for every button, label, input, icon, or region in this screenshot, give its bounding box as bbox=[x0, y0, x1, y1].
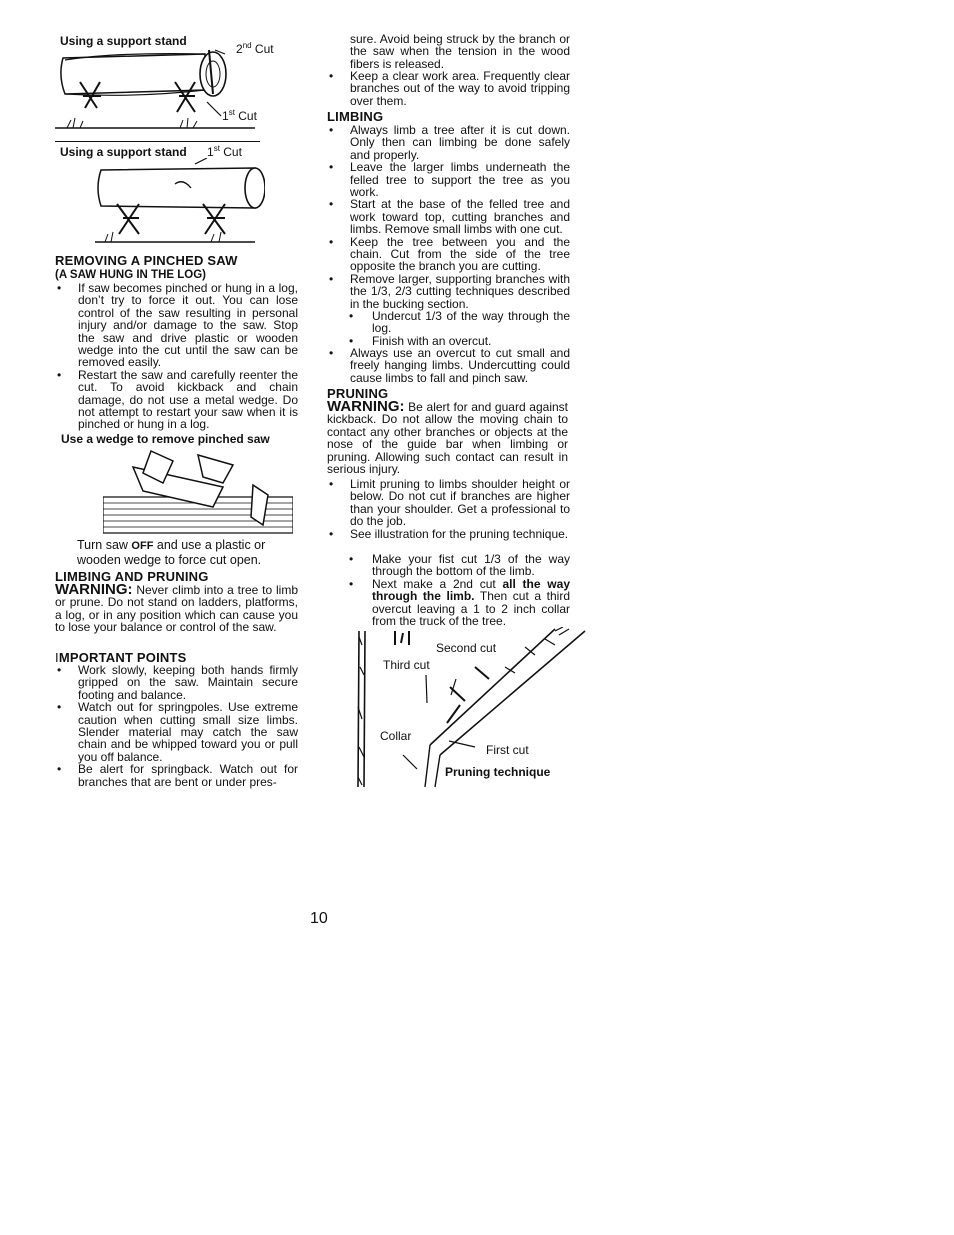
fig1-cut2-label: 2nd Cut bbox=[236, 41, 274, 56]
limbing-last-list bbox=[327, 347, 570, 384]
list-item: • Watch out for springpoles. Use extreme caution when cutting small size limbs. Slender material may catch the saw chain and be whipped toward you or pull you off balance. bbox=[55, 701, 298, 763]
pruning-warning: WARNING: Be alert for and guard against kickback. Do not allow the moving chain to contact any other branches or objects at the nose of the guide bar when limbing or pruning. Allowing such contact can result in serious injury. bbox=[327, 398, 568, 477]
list-item: • Work slowly, keeping both hands firmly gripped on the saw. Maintain secure footing and balance. bbox=[55, 664, 298, 701]
page-number: 10 bbox=[310, 910, 328, 927]
collar-label: Collar bbox=[380, 729, 412, 743]
list-item: • Keep a clear work area. Frequently clear branches out of the way to avoid tripping over them. bbox=[327, 70, 570, 107]
wedge-fig-caption: Use a wedge to remove pinched saw bbox=[61, 432, 270, 446]
pruning-list bbox=[327, 478, 570, 540]
list-item: • Always use an overcut to cut small and freely hanging limbs. Undercutting could cause limbs to fall and pinch saw. bbox=[327, 347, 570, 384]
second-cut-label: Second cut bbox=[436, 641, 497, 655]
limbing-pruning-heading: LIMBING AND PRUNING bbox=[55, 569, 209, 584]
pinched-saw-subheading: (A SAW HUNG IN THE LOG) bbox=[55, 269, 206, 281]
third-cut-label: Third cut bbox=[383, 658, 430, 672]
important-points-list bbox=[55, 664, 298, 788]
list-item: • Leave the larger limbs underneath the felled tree to support the tree as you work. bbox=[327, 161, 570, 198]
list-item: • Undercut 1/3 of the way through the log. bbox=[327, 310, 570, 335]
list-item: • Restart the saw and carefully reenter the cut. To avoid kickback and chain damage, do not use a metal wedge. Do not attempt to restart your saw when it is pinched or hung in a log. bbox=[55, 369, 298, 431]
list-item: • Finish with an overcut. bbox=[327, 335, 570, 347]
limbing-heading: LIMBING bbox=[327, 109, 384, 124]
wedge-illustration bbox=[103, 447, 293, 537]
list-item: • Keep the tree between you and the chain. Cut from the side of the tree opposite the branch you are cutting. bbox=[327, 236, 570, 273]
list-item: • Always limb a tree after it is cut down. Only then can limbing be done safely and properly. bbox=[327, 124, 570, 161]
list-item: • Remove larger, supporting branches with the 1/3, 2/3 cutting techniques described in the bucking section. bbox=[327, 273, 570, 310]
support-stand-illustration-2 bbox=[95, 158, 265, 250]
list-item: • Make your fist cut 1/3 of the way through the bottom of the limb. bbox=[327, 553, 570, 578]
clear-area-list bbox=[327, 70, 570, 107]
list-item: • Be alert for springback. Watch out for branches that are bent or under pres- bbox=[55, 763, 298, 788]
pruning-fig-caption: Pruning technique bbox=[445, 765, 551, 779]
limbing-sub-list bbox=[327, 310, 570, 347]
list-item: • See illustration for the pruning technique. bbox=[327, 528, 570, 540]
limbing-pruning-warning: WARNING: Never climb into a tree to limb or prune. Do not stand on ladders, platforms, a log, or in any position which can cause you to lose your balance or control of the saw. bbox=[55, 581, 298, 635]
first-cut-label: First cut bbox=[486, 743, 529, 757]
pinched-saw-list bbox=[55, 282, 298, 431]
wedge-note: Turn saw OFF and use a plastic or wooden wedge to force cut open. bbox=[77, 538, 266, 567]
fig1-cut1-label: 1st Cut bbox=[222, 108, 257, 123]
springback-continued: sure. Avoid being struck by the branch or the saw when the tension in the wood fibers is released. bbox=[350, 32, 570, 71]
fig2-cut1-label: 1st Cut bbox=[207, 144, 242, 159]
limbing-list bbox=[327, 124, 570, 310]
pruning-heading: PRUNING bbox=[327, 386, 389, 401]
fig1-caption: Using a support stand bbox=[60, 34, 187, 48]
list-item: • Next make a 2nd cut all the way through the limb. Then cut a third overcut leaving a 1 to 2 inch collar from the truck of the tree. bbox=[327, 578, 570, 628]
list-item: • If saw becomes pinched or hung in a log, don’t try to force it out. You can lose control of the saw resulting in personal injury and/or damage to the saw. Stop the saw and drive plastic or wooden wedge into the cut until the saw can be removed easily. bbox=[55, 282, 298, 369]
pinched-saw-heading: REMOVING A PINCHED SAW bbox=[55, 253, 238, 268]
fig2-caption: Using a support stand bbox=[60, 145, 187, 159]
fig-divider bbox=[55, 141, 260, 142]
important-points-heading: IMPORTANT POINTS bbox=[55, 650, 187, 665]
pruning-sub-list bbox=[327, 553, 570, 627]
list-item: • Limit pruning to limbs shoulder height or below. Do not cut if branches are higher than your shoulder. Get a professional to do the job. bbox=[327, 478, 570, 528]
list-item: • Start at the base of the felled tree and work toward top, cutting branches and limbs. Remove small limbs with one cut. bbox=[327, 198, 570, 235]
support-stand-illustration-1 bbox=[55, 46, 265, 140]
